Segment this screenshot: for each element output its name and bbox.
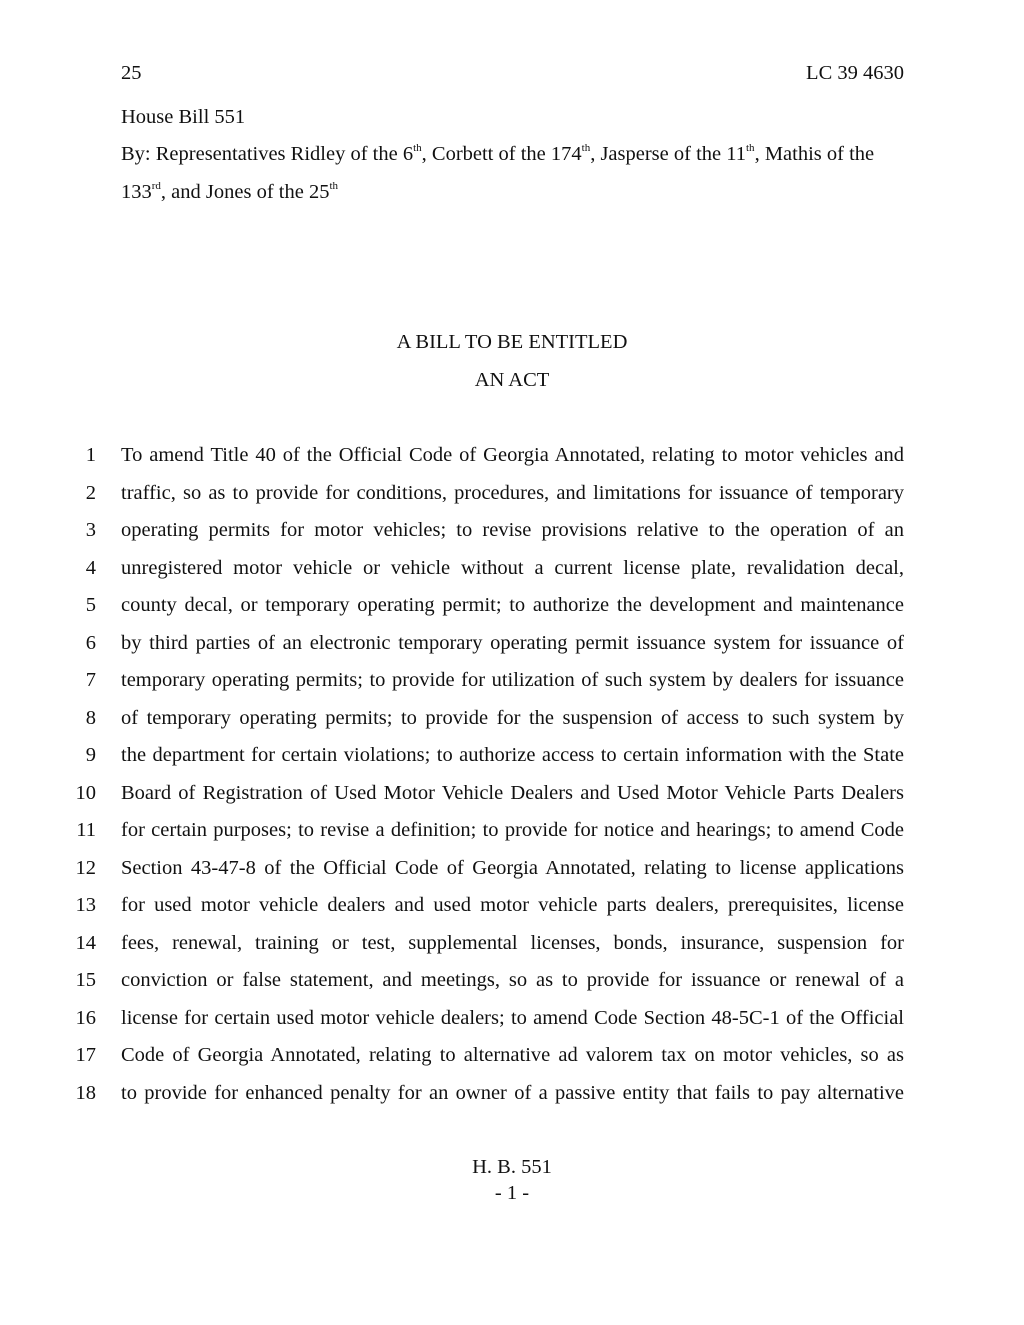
bill-line <box>0 1082 1024 1112</box>
bill-line <box>0 819 1024 849</box>
line-text: for certain purposes; to revise a definition; to provide for notice and hearings; to amend Code <box>121 819 904 841</box>
bill-line <box>0 519 1024 549</box>
line-text: fees, renewal, training or test, supplemental licenses, bonds, insurance, suspension for <box>121 931 904 954</box>
bill-line <box>0 557 1024 587</box>
ordinal-suffix: th <box>413 142 422 154</box>
bill-line <box>0 632 1024 662</box>
sponsor-text: , Jasperse of the 11 <box>590 143 746 165</box>
lc-code: LC 39 4630 <box>806 62 904 84</box>
line-number: 11 <box>76 819 96 841</box>
ordinal-suffix: th <box>329 180 339 192</box>
bill-label: House Bill 551 <box>121 106 246 128</box>
page-number: - 1 - <box>494 1182 530 1204</box>
line-text: Board of Registration of Used Motor Vehicle Dealers and Used Motor Vehicle Parts Dealers <box>121 781 904 804</box>
bill-line <box>0 744 1024 774</box>
sponsor-text: , and Jones of the 25 <box>160 181 330 203</box>
bill-line <box>0 857 1024 887</box>
line-text: license for certain used motor vehicle dealers; to amend Code Section 48-5C-1 of the Official <box>121 1006 904 1029</box>
act-heading: AN ACT <box>474 369 550 391</box>
bill-line <box>0 782 1024 812</box>
line-number: 17 <box>75 1044 96 1066</box>
line-text: To amend Title 40 of the Official Code of Georgia Annotated, relating to motor vehicles and <box>121 444 904 466</box>
bill-line <box>0 594 1024 624</box>
line-text: Section 43-47-8 of the Official Code of Georgia Annotated, relating to license applications <box>121 856 904 879</box>
sponsor-text: By: Representatives Ridley of the 6 <box>121 143 414 165</box>
line-number: 9 <box>85 744 96 766</box>
sponsor-line-1 <box>121 143 874 166</box>
document-number: 25 <box>121 62 142 84</box>
sponsor-line-2 <box>121 181 338 204</box>
bill-line <box>0 894 1024 924</box>
bill-line <box>0 969 1024 999</box>
line-text: traffic, so as to provide for conditions, procedures, and limitations for issuance of temporary <box>121 481 904 504</box>
line-text: conviction or false statement, and meetings, so as to provide for issuance or renewal of a <box>121 969 904 991</box>
line-text: Code of Georgia Annotated, relating to alternative ad valorem tax on motor vehicles, so as <box>121 1044 904 1066</box>
bill-line <box>0 1044 1024 1074</box>
line-number: 5 <box>85 594 96 616</box>
bill-line <box>0 1007 1024 1037</box>
bill-title-heading: A BILL TO BE ENTITLED <box>396 331 628 353</box>
line-number: 14 <box>75 931 96 954</box>
bill-line <box>0 707 1024 737</box>
line-text: county decal, or temporary operating permit; to authorize the development and maintenance <box>121 594 904 616</box>
line-text: the department for certain violations; to authorize access to certain information with the State <box>121 744 904 766</box>
line-number: 16 <box>75 1006 96 1029</box>
line-text: operating permits for motor vehicles; to revise provisions relative to the operation of an <box>121 519 904 541</box>
line-number: 13 <box>75 894 96 916</box>
line-text: unregistered motor vehicle or vehicle without a current license plate, revalidation decal, <box>121 556 904 579</box>
line-number: 7 <box>85 669 96 691</box>
ordinal-suffix: th <box>581 142 591 154</box>
sponsor-text: 133 <box>121 181 152 203</box>
line-text: by third parties of an electronic temporary operating permit issuance system for issuance of <box>121 631 904 654</box>
line-number: 18 <box>75 1081 96 1104</box>
footer-bill-number: H. B. 551 <box>472 1156 552 1178</box>
sponsor-text: , Corbett of the 174 <box>421 143 582 165</box>
ordinal-suffix: th <box>746 142 755 154</box>
line-number: 6 <box>85 631 96 654</box>
bill-line <box>0 669 1024 699</box>
line-number: 1 <box>85 444 96 466</box>
line-number: 2 <box>85 481 96 504</box>
bill-line <box>0 444 1024 474</box>
line-number: 10 <box>75 781 96 804</box>
line-number: 12 <box>75 856 96 879</box>
line-number: 15 <box>75 969 96 991</box>
sponsor-text: , Mathis of the <box>754 143 875 165</box>
line-text: for used motor vehicle dealers and used motor vehicle parts dealers, prerequisites, license <box>121 894 904 916</box>
bill-line <box>0 932 1024 962</box>
line-text: to provide for enhanced penalty for an owner of a passive entity that fails to pay alternative <box>121 1081 904 1104</box>
line-number: 3 <box>85 519 96 541</box>
ordinal-suffix: rd <box>151 180 161 192</box>
line-number: 4 <box>85 556 96 579</box>
bill-line <box>0 482 1024 512</box>
line-text: temporary operating permits; to provide for utilization of such system by dealers for issuance <box>121 669 904 691</box>
line-text: of temporary operating permits; to provide for the suspension of access to such system by <box>121 706 904 729</box>
line-number: 8 <box>85 706 96 729</box>
